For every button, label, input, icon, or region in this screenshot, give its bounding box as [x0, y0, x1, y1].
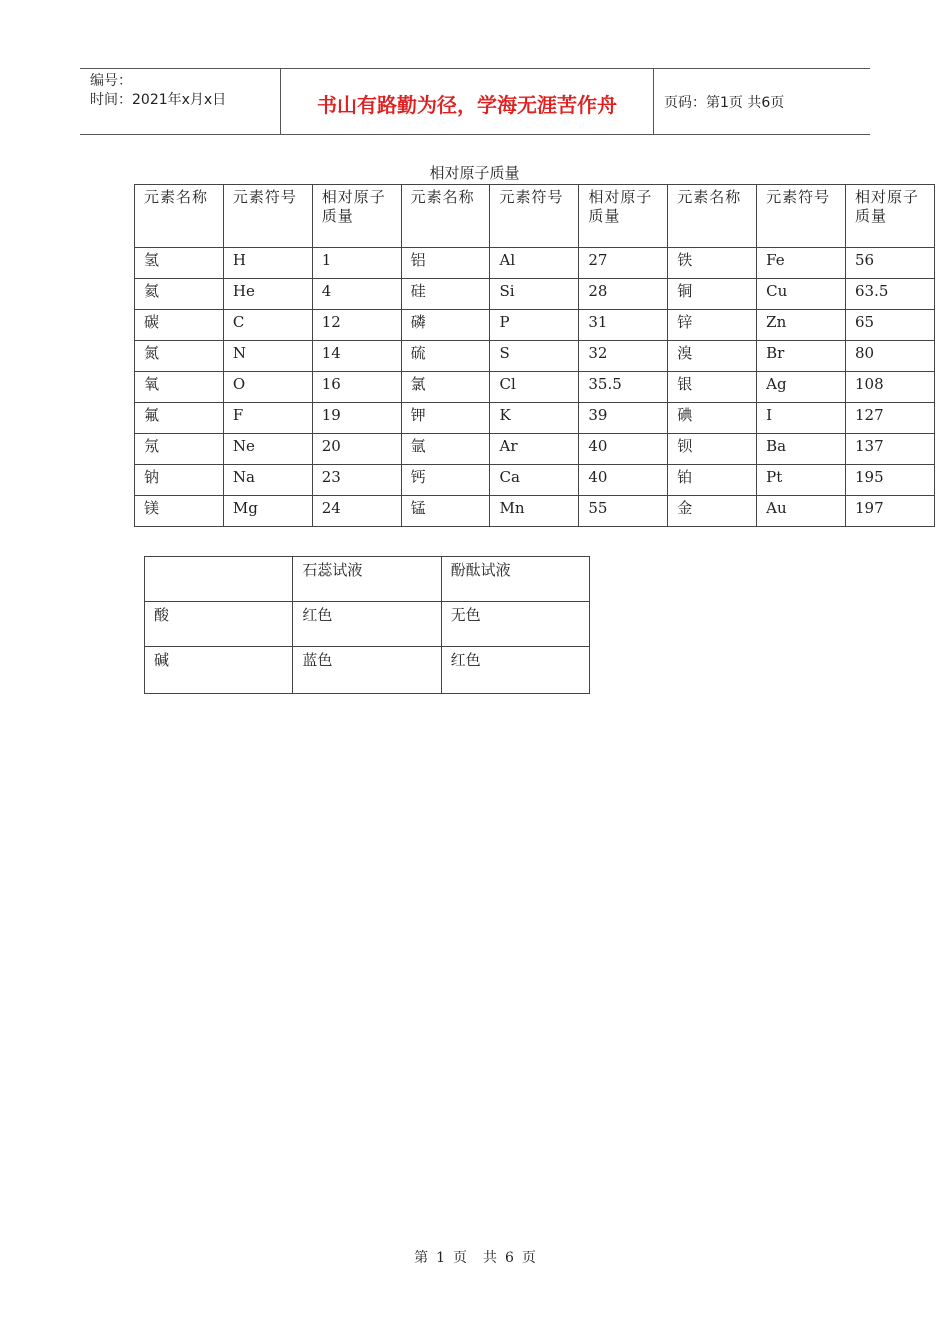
- table-header-row: [135, 185, 935, 248]
- table-cell: 氢: [135, 248, 224, 279]
- page-header: [80, 68, 870, 135]
- header-cell: 酚酞试液: [441, 557, 589, 602]
- table-cell: O: [223, 372, 312, 403]
- header-cell: 元素名称: [135, 185, 224, 248]
- table-cell: 钠: [135, 465, 224, 496]
- table-cell: S: [490, 341, 579, 372]
- table-cell: K: [490, 403, 579, 434]
- table-cell: 氩: [401, 434, 490, 465]
- table-cell: 40: [579, 465, 668, 496]
- atomic-mass-table: [134, 184, 935, 527]
- table-cell: 金: [668, 496, 757, 527]
- table-cell: 碘: [668, 403, 757, 434]
- table-cell: 磷: [401, 310, 490, 341]
- header-cell: 元素符号: [490, 185, 579, 248]
- table-cell: 1: [312, 248, 401, 279]
- table-row: [135, 465, 935, 496]
- table-cell: P: [490, 310, 579, 341]
- table-cell: 195: [846, 465, 935, 496]
- table-cell: 28: [579, 279, 668, 310]
- table-cell: 35.5: [579, 372, 668, 403]
- table-cell: 氦: [135, 279, 224, 310]
- table-cell: 氟: [135, 403, 224, 434]
- table-row: [145, 647, 590, 694]
- footer-page-number: 1: [436, 1250, 445, 1266]
- table-cell: Si: [490, 279, 579, 310]
- footer-total-pages: 6: [505, 1250, 514, 1266]
- table-cell: Mg: [223, 496, 312, 527]
- header-cell: 石蕊试液: [293, 557, 441, 602]
- table-cell: Cu: [757, 279, 846, 310]
- footer-total-label: 共: [483, 1250, 497, 1266]
- header-meta: [80, 69, 281, 134]
- table-row: [135, 403, 935, 434]
- table-cell: C: [223, 310, 312, 341]
- table-cell: 80: [846, 341, 935, 372]
- table-cell: 镁: [135, 496, 224, 527]
- table-row: [135, 341, 935, 372]
- table-cell: 氖: [135, 434, 224, 465]
- table-cell: 酸: [145, 602, 293, 647]
- table-cell: 氯: [401, 372, 490, 403]
- table-cell: Ne: [223, 434, 312, 465]
- header-cell: 元素符号: [223, 185, 312, 248]
- table-row: [135, 248, 935, 279]
- table-cell: Al: [490, 248, 579, 279]
- table-row: [135, 372, 935, 403]
- header-cell: 元素符号: [757, 185, 846, 248]
- table-row: [135, 434, 935, 465]
- table-cell: 65: [846, 310, 935, 341]
- table-cell: 钙: [401, 465, 490, 496]
- table-header-row: [145, 557, 590, 602]
- mass-table-title: 相对原子质量: [429, 164, 520, 182]
- page-footer: [0, 1247, 950, 1267]
- table-cell: 27: [579, 248, 668, 279]
- table-cell: 红色: [441, 647, 589, 694]
- table-cell: N: [223, 341, 312, 372]
- header-motto: 书山有路勤为径，学海无涯苦作舟: [281, 69, 654, 134]
- table-cell: 108: [846, 372, 935, 403]
- table-cell: 14: [312, 341, 401, 372]
- table-cell: Fe: [757, 248, 846, 279]
- table-cell: 氧: [135, 372, 224, 403]
- table-cell: 钾: [401, 403, 490, 434]
- table-cell: Pt: [757, 465, 846, 496]
- table-cell: 锌: [668, 310, 757, 341]
- header-cell: 元素名称: [668, 185, 757, 248]
- footer-total-unit: 页: [521, 1250, 536, 1266]
- header-page-info: 页码：第1页 共6页: [664, 94, 785, 111]
- table-cell: 20: [312, 434, 401, 465]
- table-cell: Na: [223, 465, 312, 496]
- table-cell: 4: [312, 279, 401, 310]
- table-cell: 40: [579, 434, 668, 465]
- indicator-color-table: [144, 556, 590, 694]
- table-cell: Mn: [490, 496, 579, 527]
- table-cell: 蓝色: [293, 647, 441, 694]
- table-cell: 56: [846, 248, 935, 279]
- header-cell: 元素名称: [401, 185, 490, 248]
- table-cell: 钡: [668, 434, 757, 465]
- table-cell: Ba: [757, 434, 846, 465]
- table-cell: 无色: [441, 602, 589, 647]
- table-row: [145, 602, 590, 647]
- table-cell: Ca: [490, 465, 579, 496]
- table-cell: Ag: [757, 372, 846, 403]
- table-cell: 16: [312, 372, 401, 403]
- table-cell: 63.5: [846, 279, 935, 310]
- footer-first: 第: [414, 1250, 429, 1266]
- table-cell: 32: [579, 341, 668, 372]
- table-cell: 锰: [401, 496, 490, 527]
- table-cell: Br: [757, 341, 846, 372]
- header-cell: [145, 557, 293, 602]
- table-cell: 铝: [401, 248, 490, 279]
- table-cell: Ar: [490, 434, 579, 465]
- table-cell: 31: [579, 310, 668, 341]
- table-cell: 铜: [668, 279, 757, 310]
- table-row: [135, 279, 935, 310]
- table-cell: 12: [312, 310, 401, 341]
- table-cell: 银: [668, 372, 757, 403]
- table-cell: 39: [579, 403, 668, 434]
- table-row: [135, 310, 935, 341]
- header-cell: 相对原子质量: [846, 185, 935, 248]
- table-cell: 铂: [668, 465, 757, 496]
- table-cell: Zn: [757, 310, 846, 341]
- table-cell: 24: [312, 496, 401, 527]
- table-cell: 127: [846, 403, 935, 434]
- table-cell: 氮: [135, 341, 224, 372]
- table-cell: 硫: [401, 341, 490, 372]
- table-cell: 137: [846, 434, 935, 465]
- table-cell: 红色: [293, 602, 441, 647]
- table-cell: Au: [757, 496, 846, 527]
- table-cell: 溴: [668, 341, 757, 372]
- table-row: [135, 496, 935, 527]
- table-cell: 55: [579, 496, 668, 527]
- table-cell: 硅: [401, 279, 490, 310]
- table-cell: 23: [312, 465, 401, 496]
- table-cell: H: [223, 248, 312, 279]
- table-cell: I: [757, 403, 846, 434]
- header-cell: 相对原子质量: [579, 185, 668, 248]
- header-cell: 相对原子质量: [312, 185, 401, 248]
- table-cell: He: [223, 279, 312, 310]
- table-cell: 19: [312, 403, 401, 434]
- footer-page-unit: 页: [453, 1250, 467, 1266]
- table-cell: 197: [846, 496, 935, 527]
- number-label: 编号：: [90, 73, 132, 89]
- table-cell: 碱: [145, 647, 293, 694]
- table-cell: F: [223, 403, 312, 434]
- table-cell: 铁: [668, 248, 757, 279]
- table-cell: Cl: [490, 372, 579, 403]
- time-label: 时间：2021年x月x日: [90, 92, 227, 108]
- table-cell: 碳: [135, 310, 224, 341]
